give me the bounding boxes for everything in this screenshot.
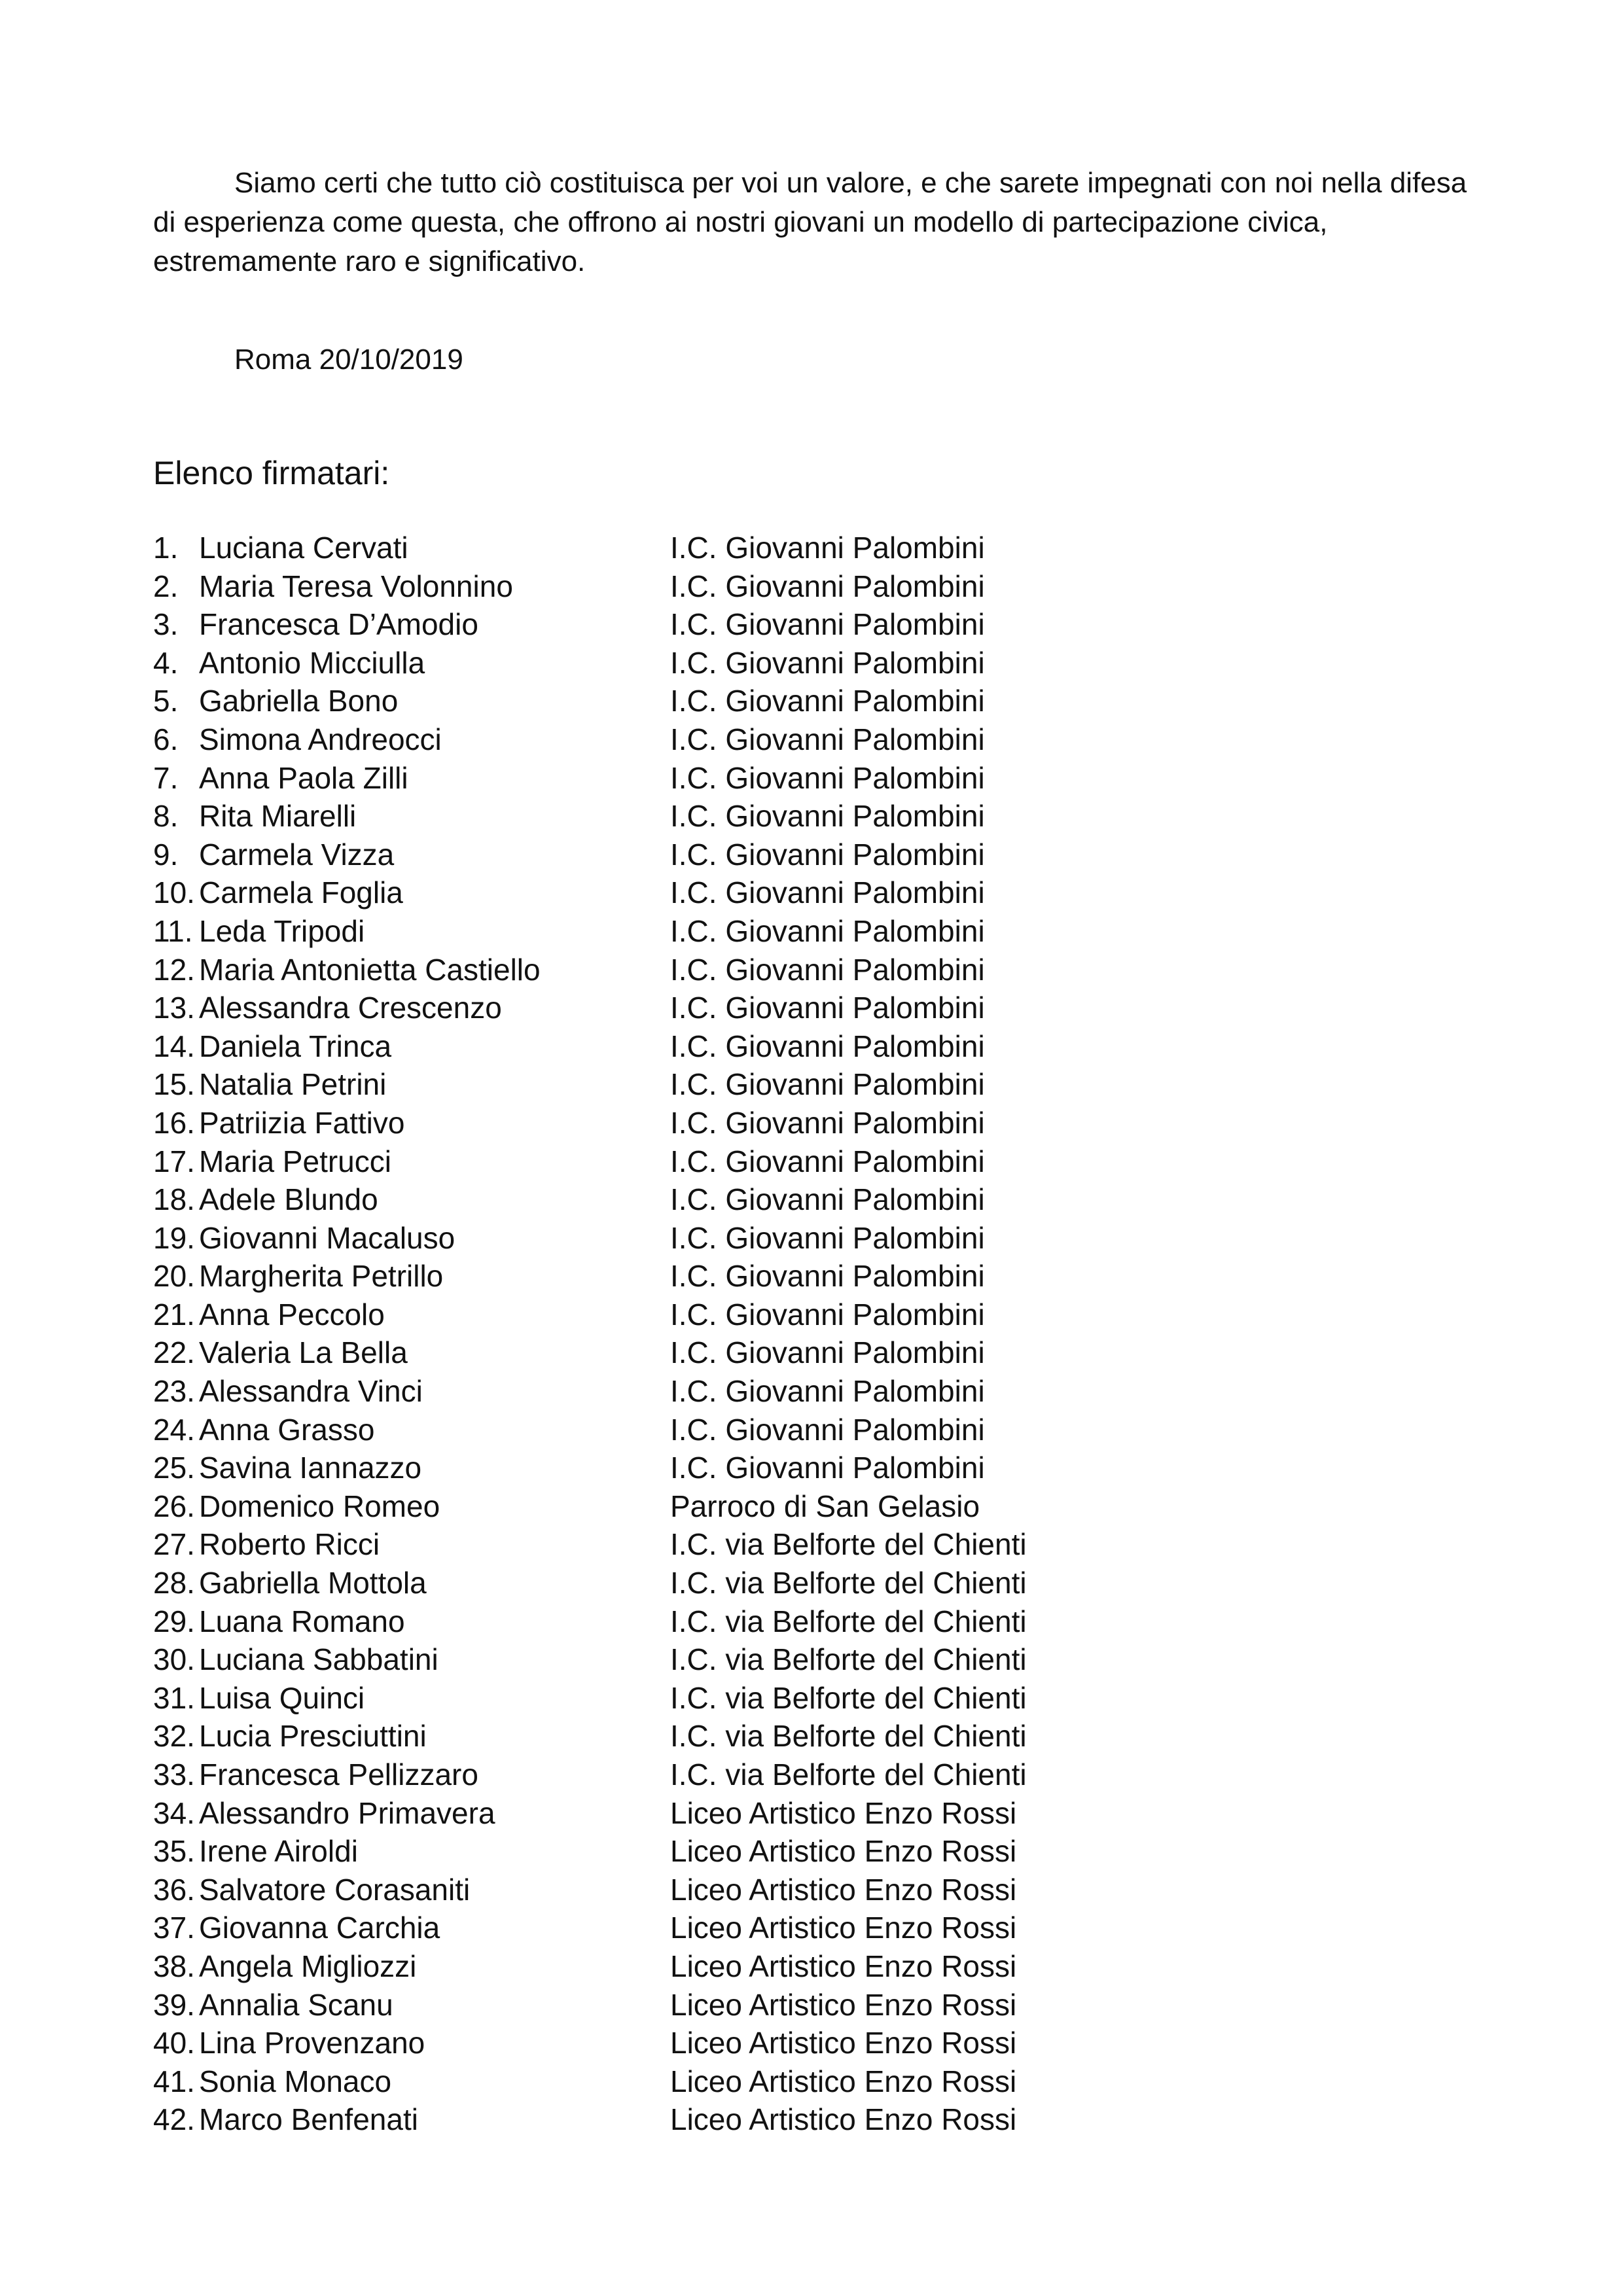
signatory-row bbox=[153, 720, 1135, 759]
signatory-row bbox=[153, 1794, 1135, 1833]
signatory-organization: I.C. via Belforte del Chienti bbox=[670, 1527, 1027, 1562]
signatory-name: Sonia Monaco bbox=[199, 2064, 392, 2098]
signatory-name: Savina Iannazzo bbox=[199, 1451, 422, 1485]
signatories-list bbox=[153, 529, 1135, 2139]
signatory-number: 35. bbox=[153, 1834, 195, 1869]
signatory-row bbox=[153, 1640, 1135, 1679]
signatory-organization: I.C. Giovanni Palombini bbox=[670, 760, 985, 795]
signatory-organization: Liceo Artistico Enzo Rossi bbox=[670, 2102, 1017, 2137]
signatory-organization: Liceo Artistico Enzo Rossi bbox=[670, 2064, 1017, 2098]
signatory-number: 2. bbox=[153, 569, 179, 603]
signatory-row bbox=[153, 1564, 1135, 1602]
signatory-number: 38. bbox=[153, 1949, 195, 1983]
signatory-row bbox=[153, 1717, 1135, 1756]
signatory-row bbox=[153, 1180, 1135, 1219]
signatory-name: Salvatore Corasaniti bbox=[199, 1872, 471, 1907]
signatory-row bbox=[153, 989, 1135, 1027]
signatory-organization: I.C. Giovanni Palombini bbox=[670, 1144, 985, 1178]
signatory-name: Domenico Romeo bbox=[199, 1489, 440, 1523]
signatory-number: 6. bbox=[153, 722, 179, 756]
signatory-organization: I.C. Giovanni Palombini bbox=[670, 531, 985, 565]
signatory-row bbox=[153, 1525, 1135, 1564]
signatory-name: Alessandro Primavera bbox=[199, 1795, 495, 1830]
signatory-number: 21. bbox=[153, 1297, 195, 1332]
signatory-row bbox=[153, 797, 1135, 836]
signatory-organization: Liceo Artistico Enzo Rossi bbox=[670, 2026, 1017, 2060]
signatory-number: 10. bbox=[153, 875, 195, 910]
signatory-number: 15. bbox=[153, 1067, 195, 1102]
signatory-organization: I.C. Giovanni Palombini bbox=[670, 1335, 985, 1370]
signatory-organization: I.C. Giovanni Palombini bbox=[670, 799, 985, 834]
signatory-number: 26. bbox=[153, 1489, 195, 1523]
signatory-row bbox=[153, 2024, 1135, 2062]
signatory-row bbox=[153, 1602, 1135, 1641]
signatory-organization: I.C. Giovanni Palombini bbox=[670, 1297, 985, 1332]
signatory-row bbox=[153, 1333, 1135, 1372]
signatory-number: 14. bbox=[153, 1029, 195, 1063]
signatory-number: 41. bbox=[153, 2064, 195, 2098]
signatory-name: Francesca Pellizzaro bbox=[199, 1757, 478, 1792]
signatory-row bbox=[153, 1142, 1135, 1181]
signatory-name: Gabriella Bono bbox=[199, 684, 399, 718]
signatory-organization: I.C. Giovanni Palombini bbox=[670, 645, 985, 680]
signatory-name: Annalia Scanu bbox=[199, 1987, 393, 2022]
signatory-organization: I.C. Giovanni Palombini bbox=[670, 1029, 985, 1063]
signatory-name: Luciana Sabbatini bbox=[199, 1642, 438, 1677]
signatory-row bbox=[153, 1679, 1135, 1718]
signatory-name: Maria Petrucci bbox=[199, 1144, 391, 1178]
signatory-row bbox=[153, 1104, 1135, 1142]
signatory-organization: I.C. Giovanni Palombini bbox=[670, 837, 985, 872]
signatory-number: 5. bbox=[153, 684, 179, 718]
signatory-organization: I.C. via Belforte del Chienti bbox=[670, 1566, 1027, 1600]
signatory-row bbox=[153, 1296, 1135, 1334]
signatory-name: Irene Airoldi bbox=[199, 1834, 358, 1869]
signatory-name: Carmela Vizza bbox=[199, 837, 395, 872]
signatory-row bbox=[153, 605, 1135, 644]
signatory-row bbox=[153, 874, 1135, 912]
signatory-number: 24. bbox=[153, 1412, 195, 1447]
signatory-name: Alessandra Crescenzo bbox=[199, 991, 502, 1025]
signatory-organization: Liceo Artistico Enzo Rossi bbox=[670, 1911, 1017, 1945]
signatory-organization: Liceo Artistico Enzo Rossi bbox=[670, 1834, 1017, 1869]
signatory-number: 31. bbox=[153, 1680, 195, 1715]
signatory-row bbox=[153, 1027, 1135, 1066]
signatory-number: 3. bbox=[153, 607, 179, 642]
signatory-name: Maria Teresa Volonnino bbox=[199, 569, 513, 603]
signatory-row bbox=[153, 644, 1135, 682]
signatory-name: Anna Paola Zilli bbox=[199, 760, 408, 795]
signatory-number: 27. bbox=[153, 1527, 195, 1562]
signatory-name: Angela Migliozzi bbox=[199, 1949, 417, 1983]
signatory-number: 7. bbox=[153, 760, 179, 795]
signatory-organization: I.C. Giovanni Palombini bbox=[670, 1374, 985, 1409]
signatory-number: 19. bbox=[153, 1220, 195, 1255]
signatory-organization: Liceo Artistico Enzo Rossi bbox=[670, 1795, 1017, 1830]
signatory-organization: I.C. Giovanni Palombini bbox=[670, 1105, 985, 1140]
signatory-row bbox=[153, 1832, 1135, 1871]
signatory-row bbox=[153, 1372, 1135, 1411]
signatory-row bbox=[153, 912, 1135, 951]
signatory-number: 36. bbox=[153, 1872, 195, 1907]
signatory-name: Alessandra Vinci bbox=[199, 1374, 423, 1409]
signatory-number: 9. bbox=[153, 837, 179, 872]
signatory-row bbox=[153, 1065, 1135, 1104]
signatory-organization: I.C. Giovanni Palombini bbox=[670, 607, 985, 642]
signatory-row bbox=[153, 1219, 1135, 1258]
signatory-name: Roberto Ricci bbox=[199, 1527, 380, 1562]
signatory-organization: I.C. Giovanni Palombini bbox=[670, 875, 985, 910]
signatory-number: 30. bbox=[153, 1642, 195, 1677]
signatory-name: Gabriella Mottola bbox=[199, 1566, 427, 1600]
signatory-organization: I.C. via Belforte del Chienti bbox=[670, 1642, 1027, 1677]
signatory-name: Simona Andreocci bbox=[199, 722, 442, 756]
signatory-organization: I.C. Giovanni Palombini bbox=[670, 1182, 985, 1217]
signatory-row bbox=[153, 2100, 1135, 2139]
signatory-number: 33. bbox=[153, 1757, 195, 1792]
intro-paragraph: Siamo certi che tutto ciò costituisca per voi un valore, e che sarete impegnati con noi nella difesa di esperienza come questa, che offrono ai nostri giovani un modello di partecipazione civica, estremamente raro e significativo. bbox=[153, 167, 1467, 277]
signatory-name: Luisa Quinci bbox=[199, 1680, 365, 1715]
signatory-number: 23. bbox=[153, 1374, 195, 1409]
signatory-organization: I.C. via Belforte del Chienti bbox=[670, 1680, 1027, 1715]
signatory-organization: I.C. via Belforte del Chienti bbox=[670, 1719, 1027, 1754]
signatory-name: Marco Benfenati bbox=[199, 2102, 418, 2137]
signatory-number: 37. bbox=[153, 1911, 195, 1945]
signatory-organization: Liceo Artistico Enzo Rossi bbox=[670, 1949, 1017, 1983]
signatory-name: Carmela Foglia bbox=[199, 875, 403, 910]
signatory-name: Rita Miarelli bbox=[199, 799, 357, 834]
signatory-organization: I.C. Giovanni Palombini bbox=[670, 991, 985, 1025]
signatory-row bbox=[153, 1411, 1135, 1449]
signatory-organization: I.C. Giovanni Palombini bbox=[670, 1451, 985, 1485]
signatory-name: Luciana Cervati bbox=[199, 531, 408, 565]
signatory-name: Anna Grasso bbox=[199, 1412, 375, 1447]
signatory-organization: Liceo Artistico Enzo Rossi bbox=[670, 1987, 1017, 2022]
signatory-organization: I.C. Giovanni Palombini bbox=[670, 1220, 985, 1255]
signatory-name: Luana Romano bbox=[199, 1604, 405, 1638]
signatory-row bbox=[153, 2062, 1135, 2101]
signatory-number: 42. bbox=[153, 2102, 195, 2137]
signatory-number: 11. bbox=[153, 913, 193, 948]
signatory-number: 25. bbox=[153, 1451, 195, 1485]
signatory-name: Francesca D’Amodio bbox=[199, 607, 478, 642]
signatory-number: 12. bbox=[153, 952, 195, 987]
signatory-name: Valeria La Bella bbox=[199, 1335, 408, 1370]
signatory-row bbox=[153, 1257, 1135, 1296]
signatory-number: 8. bbox=[153, 799, 179, 834]
signatory-row bbox=[153, 759, 1135, 798]
signatory-organization: I.C. Giovanni Palombini bbox=[670, 569, 985, 603]
signatory-number: 18. bbox=[153, 1182, 195, 1217]
signatory-organization: I.C. Giovanni Palombini bbox=[670, 684, 985, 718]
signatory-number: 16. bbox=[153, 1105, 195, 1140]
signatory-organization: I.C. Giovanni Palombini bbox=[670, 952, 985, 987]
signatory-row bbox=[153, 1871, 1135, 1909]
signatory-name: Giovanna Carchia bbox=[199, 1911, 440, 1945]
signatory-name: Daniela Trinca bbox=[199, 1029, 392, 1063]
signatory-name: Maria Antonietta Castiello bbox=[199, 952, 541, 987]
signatory-number: 4. bbox=[153, 645, 179, 680]
signatory-organization: Parroco di San Gelasio bbox=[670, 1489, 980, 1523]
signatory-name: Leda Tripodi bbox=[199, 913, 365, 948]
signatory-row bbox=[153, 951, 1135, 989]
signatory-row bbox=[153, 567, 1135, 606]
signatory-name: Margherita Petrillo bbox=[199, 1259, 444, 1294]
signatory-number: 22. bbox=[153, 1335, 195, 1370]
signatory-name: Adele Blundo bbox=[199, 1182, 378, 1217]
signatory-row bbox=[153, 1909, 1135, 1947]
signatory-name: Lina Provenzano bbox=[199, 2026, 425, 2060]
signatory-row bbox=[153, 1986, 1135, 2024]
signatory-organization: I.C. Giovanni Palombini bbox=[670, 913, 985, 948]
signatory-number: 39. bbox=[153, 1987, 195, 2022]
signatory-number: 1. bbox=[153, 531, 179, 565]
signatory-number: 28. bbox=[153, 1566, 195, 1600]
signatory-organization: I.C. Giovanni Palombini bbox=[670, 1067, 985, 1102]
signatory-name: Giovanni Macaluso bbox=[199, 1220, 455, 1255]
signatory-organization: I.C. Giovanni Palombini bbox=[670, 722, 985, 756]
list-title: Elenco firmatari: bbox=[153, 455, 390, 491]
signatory-organization: Liceo Artistico Enzo Rossi bbox=[670, 1872, 1017, 1907]
signatory-name: Anna Peccolo bbox=[199, 1297, 385, 1332]
signatory-organization: I.C. Giovanni Palombini bbox=[670, 1412, 985, 1447]
signatory-number: 32. bbox=[153, 1719, 195, 1754]
signatory-organization: I.C. via Belforte del Chienti bbox=[670, 1604, 1027, 1638]
signatory-row bbox=[153, 682, 1135, 720]
signatory-row bbox=[153, 1449, 1135, 1487]
signatory-row bbox=[153, 836, 1135, 874]
signatory-name: Patriizia Fattivo bbox=[199, 1105, 405, 1140]
signatory-number: 13. bbox=[153, 991, 195, 1025]
signatory-name: Antonio Micciulla bbox=[199, 645, 425, 680]
signatory-number: 40. bbox=[153, 2026, 195, 2060]
signatory-row bbox=[153, 1487, 1135, 1526]
signatory-organization: I.C. via Belforte del Chienti bbox=[670, 1757, 1027, 1792]
signatory-row bbox=[153, 529, 1135, 567]
signatory-number: 17. bbox=[153, 1144, 195, 1178]
signatory-name: Lucia Presciuttini bbox=[199, 1719, 427, 1754]
signatory-row bbox=[153, 1756, 1135, 1794]
signatory-row bbox=[153, 1947, 1135, 1986]
signatory-organization: I.C. Giovanni Palombini bbox=[670, 1259, 985, 1294]
signatory-number: 20. bbox=[153, 1259, 195, 1294]
signatory-name: Natalia Petrini bbox=[199, 1067, 387, 1102]
place-date: Roma 20/10/2019 bbox=[234, 344, 463, 376]
signatory-number: 29. bbox=[153, 1604, 195, 1638]
signatory-number: 34. bbox=[153, 1795, 195, 1830]
